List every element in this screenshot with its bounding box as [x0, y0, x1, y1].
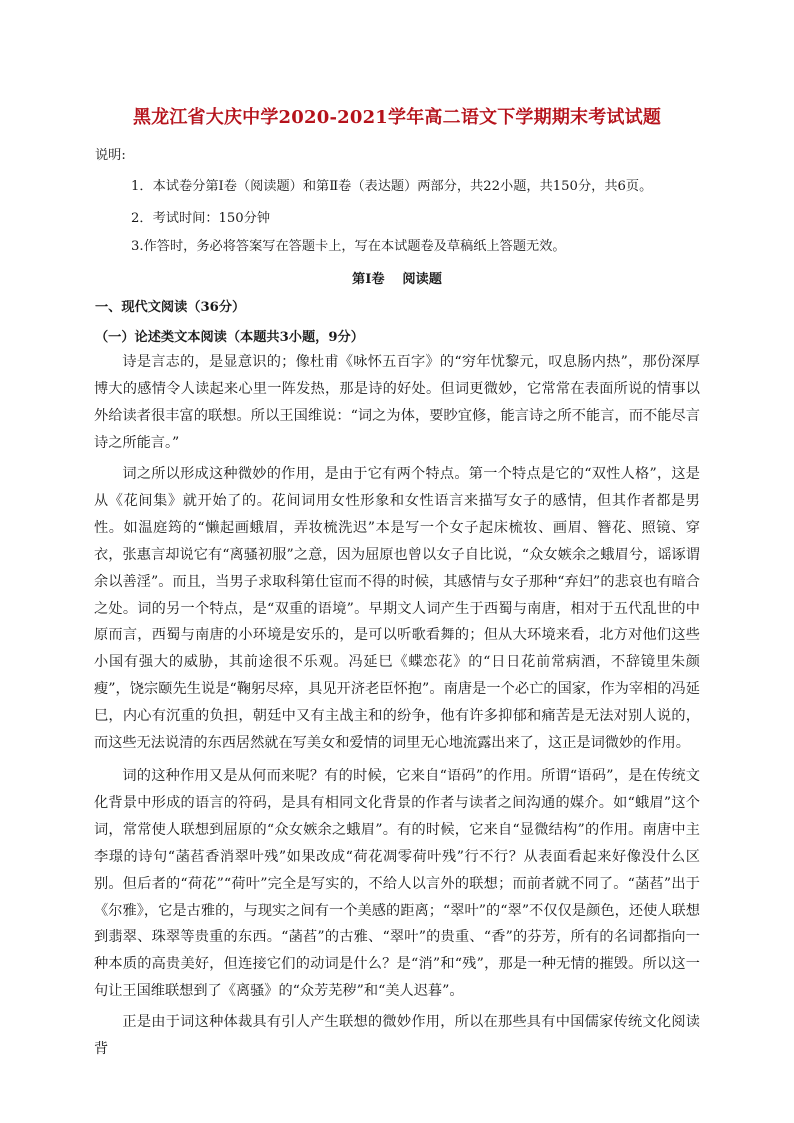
exam-title: 黑龙江省大庆中学2020-2021学年高二语文下学期期末考试试题	[132, 107, 662, 128]
paragraph-text: 诗是言志的，是显意识的；像杜甫《咏怀五百字》的“穷年忧黎元，叹息肠内热”，那份深厚博大的感情令人读起来心里一阵发热，那是诗的好处。但词更微妙，它常常在表面所说的情事以外给读者很丰富的联想。所以王国维说：“词之为体，要眇宜修，能言诗之所不能言，而不能尽言诗之所能言。”	[94, 354, 700, 451]
passage-paragraph-1	[94, 349, 700, 457]
instruction-item-3: 3.作答时，务必将答案写在答题卡上，写在本试题卷及草稿纸上答题无效。	[131, 239, 566, 254]
section-title: 一、现代文阅读（36分）	[95, 300, 246, 315]
instruction-item-2: 2．考试时间：150分钟	[131, 211, 271, 226]
passage-paragraph-3	[94, 763, 700, 1005]
passage-paragraph-2	[94, 461, 700, 757]
passage-paragraph-4	[94, 1009, 700, 1063]
part-title: 第Ⅰ卷 阅读题	[352, 272, 442, 287]
paragraph-text: 词之所以形成这种微妙的作用，是由于它有两个特点。第一个特点是它的“双性人格”，这是从《花间集》就开始了的。花间词用女性形象和女性语言来描写女子的感情，但其作者都是男性。如温庭筠的“懒起画蛾眉，弄妆梳洗迟”本是写一个女子起床梳妆、画眉、簪花、照镜、穿衣，张惠言却说它有“离骚初服”之意，因为屈原也曾以女子自比说，“众女嫉余之蛾眉兮，谣诼谓余以善淫”。而且，当男子求取科第仕宦而不得的时候，其感情与女子那种“弃妇”的悲哀也有暗合之处。词的另一个特点，是“双重的语境”。早期文人词产生于西蜀与南唐，相对于五代乱世的中原而言，西蜀与南唐的小环境是安乐的，是可以听歌看舞的；但从大环境来看，北方对他们这些小国有强大的威胁，其前途很不乐观。冯延巳《蝶恋花》的“日日花前常病酒，不辞镜里朱颜瘦”，饶宗颐先生说是“鞠躬尽瘁，具见开济老臣怀抱”。南唐是一个必亡的国家，作为宰相的冯延巳，内心有沉重的负担，朝廷中又有主战主和的纷争，他有许多抑郁和痛苦是无法对别人说的，而这些无法说清的东西居然就在写美女和爱情的词里无心地流露出来了，这正是词微妙的作用。	[94, 466, 700, 752]
instructions-label: 说明:	[95, 148, 126, 163]
instruction-item-1: 1．本试卷分第Ⅰ卷（阅读题）和第Ⅱ卷（表达题）两部分，共22小题，共150分，共6页。	[131, 179, 653, 194]
subsection-title: （一）论述类文本阅读（本题共3小题，9分）	[95, 330, 364, 345]
paragraph-text: 正是由于词这种体裁具有引人产生联想的微妙作用，所以在那些具有中国儒家传统文化阅读背	[94, 1014, 700, 1057]
paragraph-text: 词的这种作用又是从何而来呢？有的时候，它来自“语码”的作用。所谓“语码”，是在传统文化背景中形成的语言的符码，是具有相同文化背景的作者与读者之间沟通的媒介。如“蛾眉”这个词，常常使人联想到屈原的“众女嫉余之蛾眉”。有的时候，它来自“显微结构”的作用。南唐中主李璟的诗句“菡萏香消翠叶残”如果改成“荷花凋零荷叶残”行不行？从表面看起来好像没什么区别。但后者的“荷花”“荷叶”完全是写实的，不给人以言外的联想；而前者就不同了。“菡萏”出于《尔雅》，它是古雅的，与现实之间有一个美感的距离；“翠叶”的“翠”不仅仅是颜色，还使人联想到翡翠、珠翠等贵重的东西。“菡萏”的古雅、“翠叶”的贵重、“香”的芬芳，所有的名词都指向一种本质的高贵美好，但连接它们的动词是什么？是“消”和“残”，那是一种无情的摧毁。所以这一句让王国维联想到了《离骚》的“众芳芜秽”和“美人迟暮”。	[94, 768, 700, 1000]
